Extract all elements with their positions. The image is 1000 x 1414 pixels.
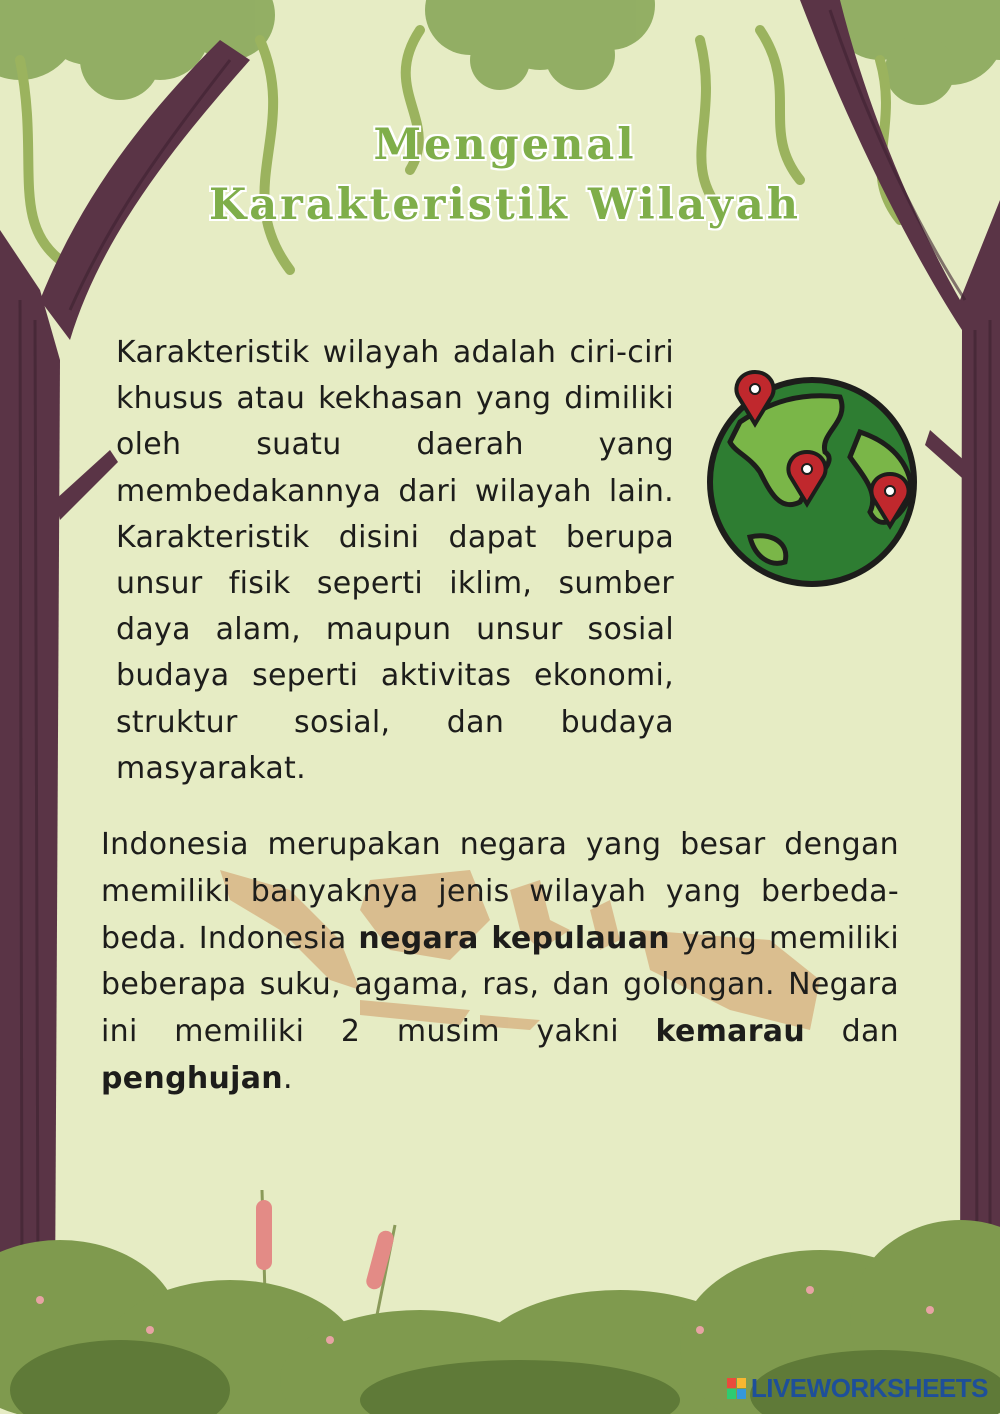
liveworksheets-icon [727,1378,747,1400]
bold-term-kemarau: kemarau [655,1014,805,1050]
brand-name: LIVEWORKSHEETS [750,1373,988,1403]
title-line-2: Karakteristik Wilayah [208,180,802,230]
bold-term-penghujan: penghujan [101,1060,283,1096]
title-line-1: Mengenal [373,120,637,170]
definition-paragraph: Karakteristik wilayah adalah ciri-ciri khusus atau kekhasan yang dimiliki oleh suatu daerah yang membedakannya dari wilayah lain. Karakteristik disini dapat berupa unsur fisik seperti iklim, sumber daya alam, maupun unsur sosial budaya seperti aktivitas ekonomi, struktur sosial, dan budaya masyarakat. [116,335,674,786]
indonesia-paragraph [101,822,899,1103]
paragraph-text: Indonesia merupakan negara yang besar dengan memiliki banyaknya jenis wilayah yang berbeda-beda. Indonesia [101,827,899,956]
paragraph-text: yang memiliki beberapa suku, agama, ras, dan golongan. Negara ini memiliki 2 musim yakni [101,920,899,1050]
paragraph-text: dan [805,1014,899,1050]
bold-term-negara-kepulauan: negara kepulauan [358,920,670,956]
paragraph-text: . [282,1060,293,1096]
globe-icon [700,362,930,588]
liveworksheets-logo[interactable] [727,1373,988,1404]
page-title [100,115,910,235]
